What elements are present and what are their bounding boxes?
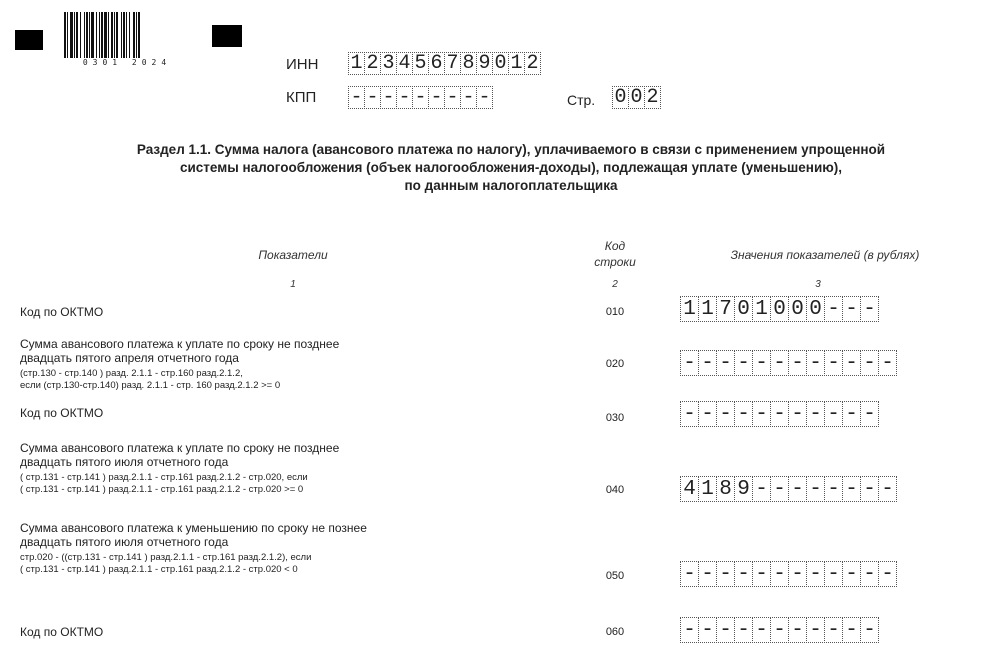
- value-field: [680, 561, 896, 587]
- inn-label: ИНН: [286, 56, 319, 73]
- value-digit-cell[interactable]: -: [680, 561, 699, 587]
- section-title-line1: Раздел 1.1. Сумма налога (авансового платежа по налогу), уплачиваемого в связи с применением упрощенной: [136, 142, 886, 157]
- barcode-bar: [126, 12, 127, 58]
- section-title-line3: по данным налогоплательщика: [404, 178, 618, 193]
- value-digit-cell[interactable]: -: [842, 617, 861, 643]
- barcode-bar: [80, 12, 81, 58]
- value-digit-cell[interactable]: -: [824, 561, 843, 587]
- indicator-formula-line: ( стр.131 - стр.141 ) разд.2.1.1 - стр.161 разд.2.1.2 - стр.020 >= 0: [20, 484, 304, 495]
- value-digit-cell[interactable]: -: [878, 561, 897, 587]
- indicator-text-line: двадцать пятого июля отчетного года: [20, 455, 229, 469]
- barcode-bar: [108, 12, 109, 58]
- value-digit-cell[interactable]: -: [860, 350, 879, 376]
- value-digit-cell[interactable]: -: [734, 617, 753, 643]
- value-digit-cell[interactable]: -: [842, 561, 861, 587]
- indicator-text-line: Сумма авансового платежа к уплате по сроку не позднее: [20, 441, 340, 455]
- value-digit-cell[interactable]: 1: [698, 476, 717, 502]
- section-title: [40, 141, 982, 195]
- value-digit-cell[interactable]: 0: [734, 296, 753, 322]
- value-field: [680, 617, 878, 643]
- indicator-formula-line: ( стр.131 - стр.141 ) разд.2.1.1 - стр.161 разд.2.1.2 - стр.020, если: [20, 472, 308, 483]
- line-code: 030: [605, 412, 625, 424]
- digit-cell[interactable]: -: [476, 86, 493, 109]
- digit-cell[interactable]: -: [364, 86, 381, 109]
- digit-cell[interactable]: -: [412, 86, 429, 109]
- column-indicators-header: Показатели: [258, 248, 328, 262]
- indicator-row-label: [20, 406, 103, 420]
- value-digit-cell[interactable]: 8: [716, 476, 735, 502]
- value-digit-cell[interactable]: -: [860, 296, 879, 322]
- barcode-bar: [104, 12, 107, 58]
- value-digit-cell[interactable]: 7: [716, 296, 735, 322]
- value-digit-cell[interactable]: -: [806, 476, 825, 502]
- value-digit-cell[interactable]: -: [860, 561, 879, 587]
- value-digit-cell[interactable]: -: [698, 561, 717, 587]
- digit-cell[interactable]: -: [428, 86, 445, 109]
- digit-cell[interactable]: -: [380, 86, 397, 109]
- barcode-bar: [121, 12, 122, 58]
- indicator-text-line: Код по ОКТМО: [20, 305, 104, 319]
- value-digit-cell[interactable]: -: [788, 617, 807, 643]
- barcode-bar: [136, 12, 137, 58]
- value-field: [680, 296, 878, 322]
- line-code: 040: [605, 484, 625, 496]
- digit-cell[interactable]: 9: [476, 52, 493, 75]
- value-digit-cell[interactable]: -: [860, 617, 879, 643]
- column-number-3: 3: [815, 279, 821, 290]
- digit-cell[interactable]: 2: [364, 52, 381, 75]
- value-digit-cell[interactable]: -: [716, 401, 735, 427]
- value-digit-cell[interactable]: -: [806, 401, 825, 427]
- digit-cell[interactable]: 2: [644, 86, 661, 109]
- value-digit-cell[interactable]: -: [734, 561, 753, 587]
- barcode-bar: [96, 12, 97, 58]
- barcode-bar: [74, 12, 75, 58]
- value-digit-cell[interactable]: -: [680, 401, 699, 427]
- value-digit-cell[interactable]: -: [824, 350, 843, 376]
- value-digit-cell[interactable]: -: [770, 561, 789, 587]
- value-digit-cell[interactable]: -: [860, 401, 879, 427]
- value-digit-cell[interactable]: -: [716, 350, 735, 376]
- indicator-row-label: [20, 337, 339, 392]
- value-field: [680, 476, 896, 502]
- barcode-bar: [64, 12, 66, 58]
- value-digit-cell[interactable]: -: [860, 476, 879, 502]
- barcode-bar: [116, 12, 118, 58]
- digit-cell[interactable]: 6: [428, 52, 445, 75]
- line-code: 050: [605, 570, 625, 582]
- value-digit-cell[interactable]: -: [734, 401, 753, 427]
- digit-cell[interactable]: 0: [492, 52, 509, 75]
- column-code-header-line1: Код: [604, 239, 626, 253]
- indicator-row-label: [20, 625, 103, 639]
- value-field: [680, 350, 896, 376]
- value-digit-cell[interactable]: 1: [680, 296, 699, 322]
- value-digit-cell[interactable]: -: [734, 350, 753, 376]
- barcode-bar: [89, 12, 90, 58]
- digit-cell[interactable]: 7: [444, 52, 461, 75]
- digit-cell[interactable]: -: [444, 86, 461, 109]
- barcode-bar: [123, 12, 125, 58]
- value-digit-cell[interactable]: -: [878, 476, 897, 502]
- barcode-bar: [138, 12, 140, 58]
- barcode-bar: [129, 12, 130, 58]
- value-digit-cell[interactable]: 0: [770, 296, 789, 322]
- value-digit-cell[interactable]: -: [824, 617, 843, 643]
- value-digit-cell[interactable]: -: [716, 561, 735, 587]
- value-digit-cell[interactable]: -: [788, 401, 807, 427]
- value-digit-cell[interactable]: 9: [734, 476, 753, 502]
- column-code-header: [585, 238, 645, 270]
- page-number-field: [612, 86, 660, 109]
- line-code: 060: [605, 626, 625, 638]
- value-digit-cell[interactable]: -: [770, 401, 789, 427]
- indicator-text-line: Код по ОКТМО: [20, 406, 104, 420]
- column-code-header-line2: строки: [594, 255, 636, 269]
- value-digit-cell[interactable]: 1: [698, 296, 717, 322]
- digit-cell[interactable]: -: [460, 86, 477, 109]
- column-values-header: Значения показателей (в рублях): [730, 248, 920, 262]
- value-digit-cell[interactable]: -: [752, 476, 771, 502]
- digit-cell[interactable]: 1: [508, 52, 525, 75]
- value-digit-cell[interactable]: -: [788, 476, 807, 502]
- value-digit-cell[interactable]: -: [824, 401, 843, 427]
- value-digit-cell[interactable]: -: [752, 561, 771, 587]
- corner-marker-right: [212, 25, 242, 47]
- barcode-bar: [99, 12, 100, 58]
- value-digit-cell[interactable]: 0: [806, 296, 825, 322]
- barcode-bar: [86, 12, 88, 58]
- barcode-bar: [91, 12, 94, 58]
- line-code: 020: [605, 358, 625, 370]
- value-digit-cell[interactable]: -: [824, 476, 843, 502]
- indicator-text-line: двадцать пятого июля отчетного года: [20, 535, 229, 549]
- indicator-text-line: Сумма авансового платежа к уменьшению по сроку не познее: [20, 521, 367, 535]
- section-title-line2: системы налогообложения (объек налогообложения-доходы), подлежащая уплате (уменьшению),: [179, 160, 843, 175]
- value-digit-cell[interactable]: -: [752, 401, 771, 427]
- page-label: Стр.: [567, 92, 596, 108]
- value-field: [680, 401, 878, 427]
- value-digit-cell[interactable]: -: [806, 350, 825, 376]
- indicator-text-line: Код по ОКТМО: [20, 625, 104, 639]
- barcode-bar: [84, 12, 85, 58]
- value-digit-cell[interactable]: 0: [788, 296, 807, 322]
- digit-cell[interactable]: 8: [460, 52, 477, 75]
- value-digit-cell[interactable]: -: [698, 350, 717, 376]
- kpp-field: [348, 86, 492, 109]
- value-digit-cell[interactable]: -: [698, 617, 717, 643]
- value-digit-cell[interactable]: -: [698, 401, 717, 427]
- value-digit-cell[interactable]: -: [716, 617, 735, 643]
- value-digit-cell[interactable]: -: [770, 617, 789, 643]
- barcode-bar: [133, 12, 135, 58]
- barcode-number: 0301 2024: [82, 58, 172, 67]
- value-digit-cell[interactable]: -: [824, 296, 843, 322]
- value-digit-cell[interactable]: -: [806, 561, 825, 587]
- value-digit-cell[interactable]: -: [842, 401, 861, 427]
- digit-cell[interactable]: 1: [348, 52, 365, 75]
- value-digit-cell[interactable]: -: [788, 561, 807, 587]
- value-digit-cell[interactable]: -: [842, 350, 861, 376]
- value-digit-cell[interactable]: -: [752, 617, 771, 643]
- value-digit-cell[interactable]: -: [680, 350, 699, 376]
- column-number-2: 2: [612, 279, 618, 290]
- barcode-bar: [111, 12, 113, 58]
- value-digit-cell[interactable]: -: [770, 350, 789, 376]
- indicator-row-label: [20, 305, 103, 319]
- indicator-row-label: [20, 521, 367, 576]
- value-digit-cell[interactable]: 4: [680, 476, 699, 502]
- indicator-text-line: двадцать пятого апреля отчетного года: [20, 351, 239, 365]
- barcode-bars: [60, 12, 194, 58]
- barcode: [60, 12, 194, 74]
- indicator-formula-line: ( стр.131 - стр.141 ) разд.2.1.1 - стр.161 разд.2.1.2 - стр.020 < 0: [20, 564, 298, 575]
- value-digit-cell[interactable]: 1: [752, 296, 771, 322]
- digit-cell[interactable]: 4: [396, 52, 413, 75]
- corner-marker-left: [15, 30, 43, 50]
- value-digit-cell[interactable]: -: [842, 296, 861, 322]
- barcode-bar: [67, 12, 68, 58]
- line-code: 010: [605, 306, 625, 318]
- digit-cell[interactable]: 5: [412, 52, 429, 75]
- digit-cell[interactable]: -: [396, 86, 413, 109]
- barcode-bar: [101, 12, 103, 58]
- indicator-formula-line: если (стр.130-стр.140) разд. 2.1.1 - стр. 160 разд.2.1.2 >= 0: [20, 380, 281, 391]
- digit-cell[interactable]: 0: [628, 86, 645, 109]
- value-digit-cell[interactable]: -: [770, 476, 789, 502]
- digit-cell[interactable]: 2: [524, 52, 541, 75]
- value-digit-cell[interactable]: -: [680, 617, 699, 643]
- barcode-bar: [76, 12, 78, 58]
- column-number-1: 1: [290, 279, 296, 290]
- value-digit-cell[interactable]: -: [842, 476, 861, 502]
- indicator-formula-line: стр.020 - ((стр.131 - стр.141 ) разд.2.1.1 - стр.161 разд.2.1.2), если: [20, 552, 312, 563]
- digit-cell[interactable]: 3: [380, 52, 397, 75]
- barcode-bar: [114, 12, 115, 58]
- indicator-text-line: Сумма авансового платежа к уплате по сроку не позднее: [20, 337, 340, 351]
- value-digit-cell[interactable]: -: [806, 617, 825, 643]
- indicator-row-label: [20, 441, 339, 496]
- value-digit-cell[interactable]: -: [788, 350, 807, 376]
- value-digit-cell[interactable]: -: [878, 350, 897, 376]
- kpp-label: КПП: [286, 89, 317, 106]
- indicator-formula-line: (стр.130 - стр.140 ) разд. 2.1.1 - стр.160 разд.2.1.2,: [20, 368, 243, 379]
- barcode-bar: [70, 12, 73, 58]
- digit-cell[interactable]: 0: [612, 86, 629, 109]
- value-digit-cell[interactable]: -: [752, 350, 771, 376]
- digit-cell[interactable]: -: [348, 86, 365, 109]
- inn-field: [348, 52, 540, 75]
